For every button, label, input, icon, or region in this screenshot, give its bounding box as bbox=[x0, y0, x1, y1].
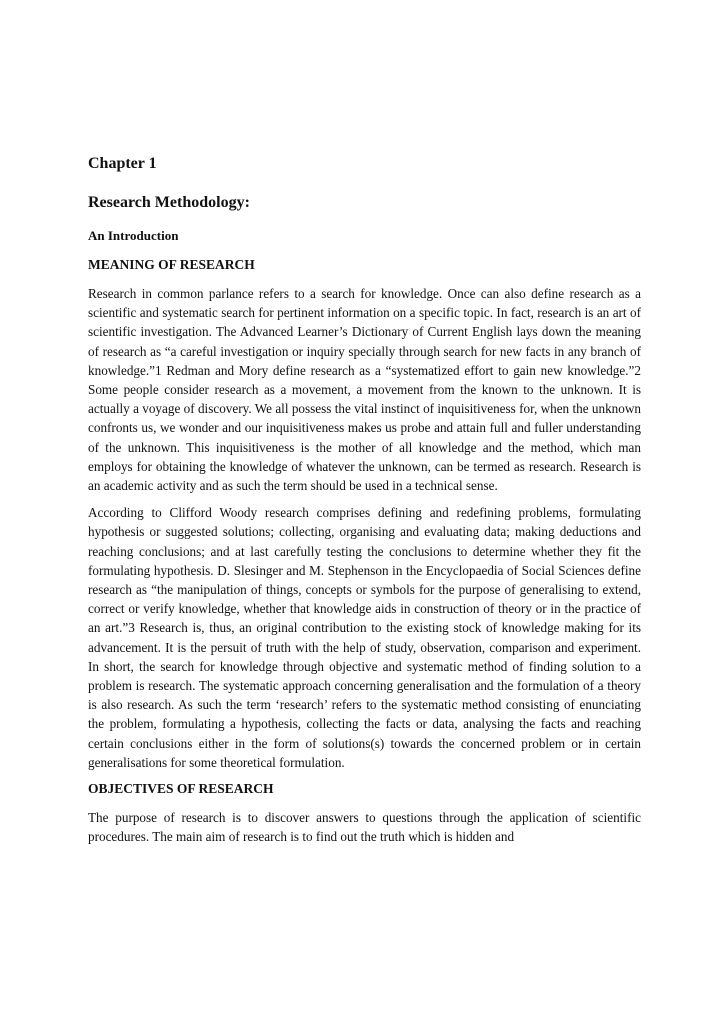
document-subtitle: An Introduction bbox=[88, 228, 179, 243]
document-title: Research Methodology: bbox=[88, 194, 250, 211]
document-page bbox=[88, 154, 641, 854]
paragraph-objectives-1: The purpose of research is to discover answers to questions through the application of scientific procedures. The main aim of research is to find out the truth which is hidden and bbox=[88, 810, 641, 845]
chapter-label: Chapter 1 bbox=[88, 155, 157, 172]
section-heading-objectives: OBJECTIVES OF RESEARCH bbox=[88, 781, 274, 797]
paragraph-meaning-2: According to Clifford Woody research comprises defining and redefining problems, formulating hypothesis or suggested solutions; collecting, organising and evaluating data; making deductions and reaching conclusions; and at last carefully testing the conclusions to determine whether they fit the formulating hypothesis. D. Slesinger and M. Stephenson in the Encyclopaedia of Social Sciences define research as “the manipulation of things, concepts or symbols for the purpose of generalising to extend, correct or verify knowledge, whether that knowledge aids in construction of theory or in the practice of an art.”3 Research is, thus, an original contribution to the existing stock of knowledge making for its advancement. It is the persuit of truth with the help of study, observation, comparison and experiment. In short, the search for knowledge through objective and systematic method of finding solution to a problem is research. The systematic approach concerning generalisation and the formulation of a theory is also research. As such the term ‘research’ refers to the systematic method consisting of enunciating the problem, formulating a hypothesis, collecting the facts or data, analysing the facts and reaching certain conclusions either in the form of solutions(s) towards the concerned problem or in certain generalisations for some theoretical formulation. bbox=[88, 505, 641, 770]
section-heading-meaning: MEANING OF RESEARCH bbox=[88, 257, 255, 272]
paragraph-meaning-1: Research in common parlance refers to a search for knowledge. Once can also define research as a scientific and systematic search for pertinent information on a specific topic. In fact, research is an art of scientific investigation. The Advanced Learner’s Dictionary of Current English lays down the meaning of research as “a careful investigation or inquiry specially through search for new facts in any branch of knowledge.”1 Redman and Mory define research as a “systematized effort to gain new knowledge.”2 Some people consider research as a movement, a movement from the known to the unknown. It is actually a voyage of discovery. We all possess the vital instinct of inquisitiveness for, when the unknown confronts us, we wonder and our inquisitiveness makes us probe and attain full and fuller understanding of the unknown. This inquisitiveness is the mother of all knowledge and the method, which man employs for obtaining the knowledge of whatever the unknown, can be termed as research. Research is an academic activity and as such the term should be used in a technical sense. bbox=[88, 286, 641, 494]
